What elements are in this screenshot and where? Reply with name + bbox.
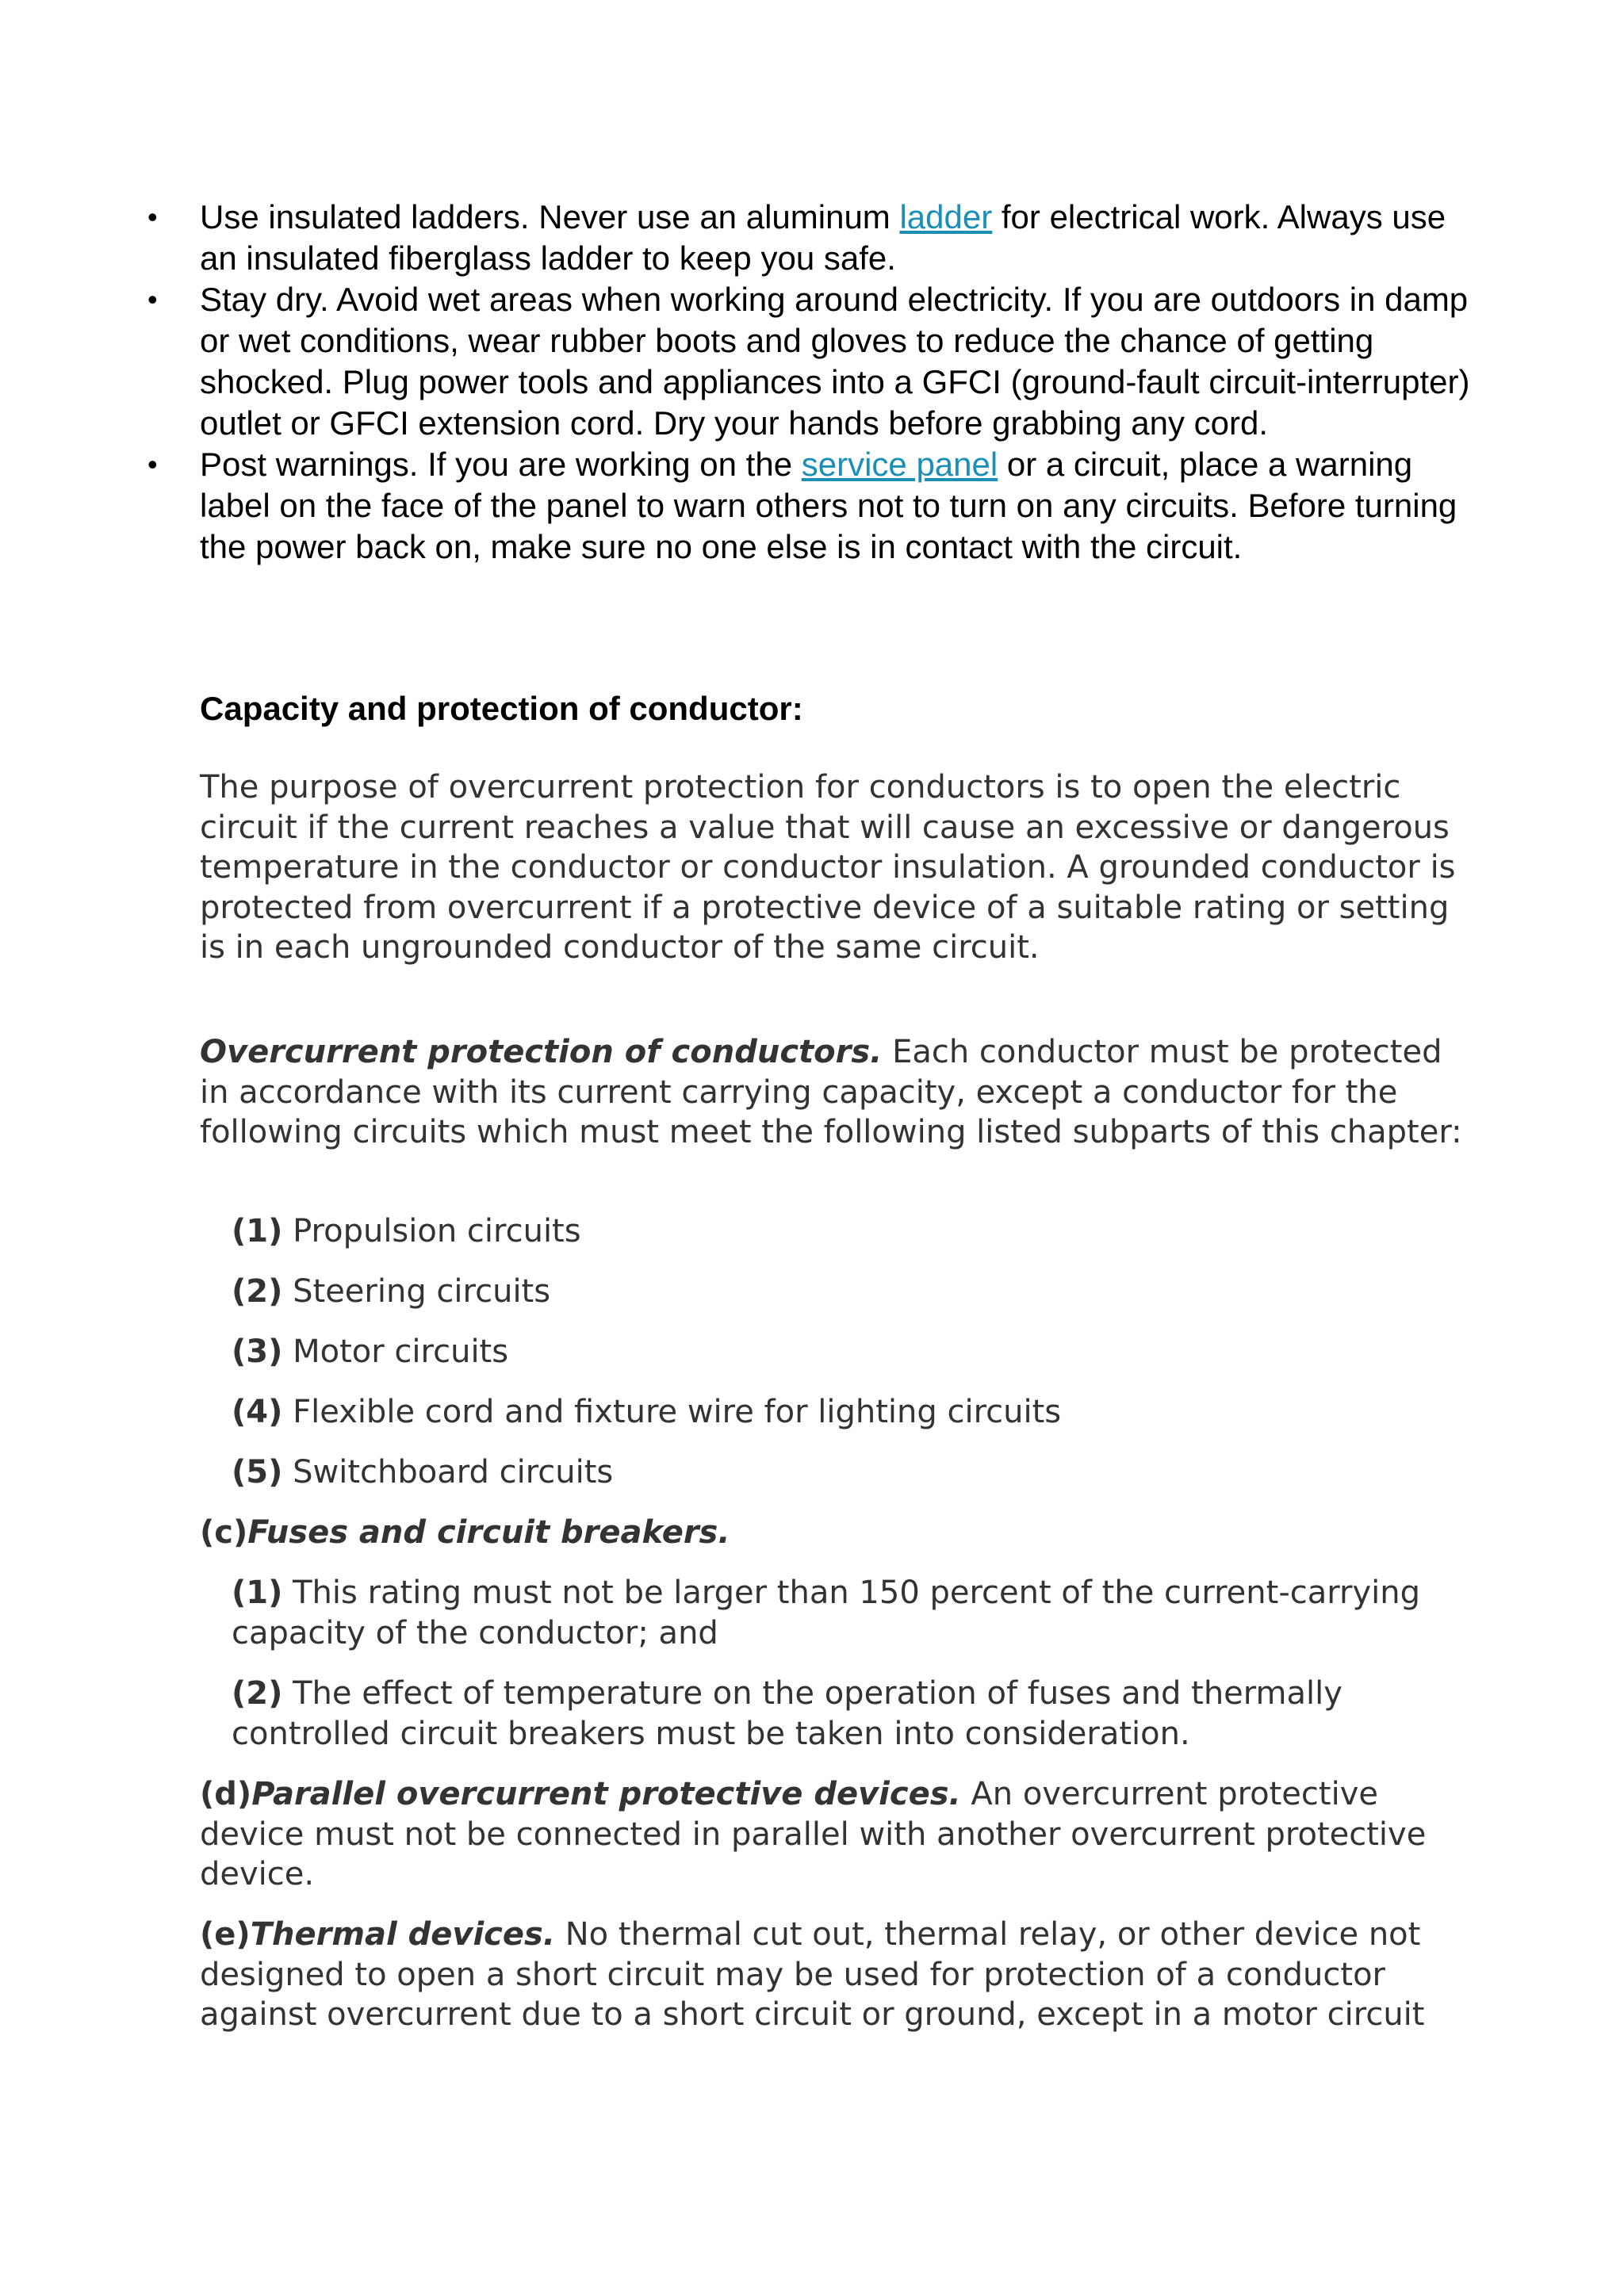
purpose-paragraph: The purpose of overcurrent protection for conductors is to open the electric circuit if the current reaches a value that will cause an excessive or dangerous temperature in the conductor or conductor insulation. A grounded conductor is protected from overcurrent if a protective device of a suitable rating or setting is in each ungrounded conductor of the same circuit.	[200, 769, 1456, 966]
section-text: No thermal cut out, thermal relay, or other device not designed to open a short circuit may be used for protection of a conductor against overcurrent due to a short circuit or ground, except in a motor circuit	[200, 1916, 1425, 2033]
item-number: (1)	[232, 1575, 283, 1611]
section-title: Fuses and circuit breakers.	[247, 1514, 730, 1551]
item-number: (2)	[232, 1273, 283, 1310]
overcurrent-paragraph	[200, 1032, 1469, 1153]
item-text: Switchboard circuits	[282, 1454, 614, 1490]
item-number: (2)	[232, 1675, 283, 1712]
bullet-text: Post warnings. If you are working on the	[200, 446, 802, 483]
item-text: Propulsion circuits	[282, 1213, 581, 1249]
bullet-text: or a circuit, place a warning label on the face of the panel to warn others not to turn on any circuits. Before turning the power back on, make sure no one else is in contact with the circuit.	[200, 446, 1457, 565]
item-text: Motor circuits	[282, 1334, 509, 1370]
section-c-item	[232, 1674, 1469, 1754]
section-c-heading	[200, 1513, 1469, 1553]
bullet-text: Use insulated ladders. Never use an aluminum	[200, 198, 900, 235]
section-title: Thermal devices.	[250, 1916, 556, 1953]
service-panel-link[interactable]: service panel	[801, 446, 998, 483]
bullet-stay-dry	[147, 279, 1480, 444]
overcurrent-text: Each conductor must be protected in accordance with its current carrying capacity, except a conductor for the following circuits which must meet the following listed subparts of this chapter:	[200, 1034, 1462, 1150]
section-label: (d)	[200, 1776, 252, 1812]
section-c-item	[232, 1573, 1469, 1653]
item-text: The effect of temperature on the operation of fuses and thermally controlled circuit breakers must be taken into consideration.	[232, 1675, 1342, 1752]
section-e-paragraph	[200, 1915, 1469, 2035]
section-label: (e)	[200, 1916, 251, 1953]
section-heading: Capacity and protection of conductor:	[200, 690, 803, 727]
overcurrent-title: Overcurrent protection of conductors.	[200, 1034, 883, 1070]
item-text: Flexible cord and fixture wire for lighting circuits	[282, 1394, 1062, 1430]
circuit-item	[232, 1332, 1469, 1372]
bullet-marker: •	[147, 448, 158, 480]
section-d-paragraph	[200, 1774, 1469, 1895]
bullet-text: Stay dry. Avoid wet areas when working around electricity. If you are outdoors in damp or wet conditions, wear rubber boots and gloves to reduce the chance of getting shocked. Plug power tools and appliances into a GFCI (ground-fault circuit-interrupter) outlet or GFCI extension cord. Dry your hands before grabbing any cord.	[200, 281, 1470, 442]
item-number: (5)	[232, 1454, 283, 1490]
safety-bullet-list	[147, 197, 1480, 568]
bullet-marker: •	[147, 201, 158, 233]
item-number: (4)	[232, 1394, 283, 1430]
bullet-marker: •	[147, 283, 158, 316]
bullet-insulated-ladders	[147, 197, 1480, 279]
circuit-item	[232, 1392, 1469, 1433]
section-label: (c)	[200, 1514, 248, 1551]
bullet-text: for electrical work. Always use an insulated fiberglass ladder to keep you safe.	[200, 198, 1446, 277]
circuit-item	[232, 1452, 1469, 1493]
item-text: Steering circuits	[282, 1273, 551, 1310]
item-number: (3)	[232, 1334, 283, 1370]
item-text: This rating must not be larger than 150 percent of the current-carrying capacity of the conductor; and	[232, 1575, 1420, 1651]
section-title: Parallel overcurrent protective devices.	[251, 1776, 961, 1812]
ladder-link[interactable]: ladder	[899, 198, 993, 235]
item-number: (1)	[232, 1213, 283, 1249]
section-text: An overcurrent protective device must not be connected in parallel with another overcurrent protective device.	[200, 1776, 1427, 1892]
circuit-item	[232, 1272, 1469, 1312]
circuit-item	[232, 1211, 1469, 1252]
bullet-post-warnings	[147, 444, 1480, 568]
